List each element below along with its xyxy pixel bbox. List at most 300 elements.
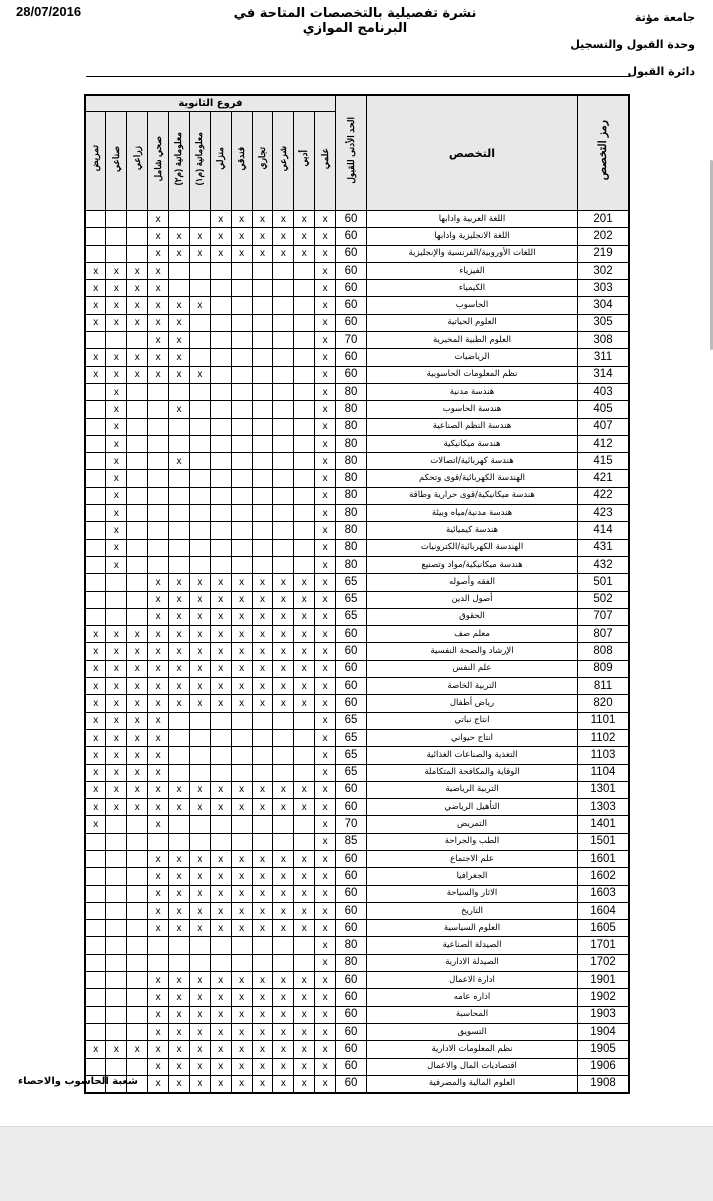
branch-cell: x [106,539,127,556]
admissions-table-wrap [84,94,630,1094]
branch-cell: x [210,868,231,885]
branch-cell: x [231,626,252,643]
branch-cell: x [106,643,127,660]
branch-cell [127,937,148,954]
branch-cell [148,556,169,573]
branch-cell [85,608,106,625]
row-code: 1104 [578,764,630,781]
branch-header: منزلي [210,112,231,211]
branch-header: شرعي [273,112,294,211]
branch-cell [273,435,294,452]
branch-cell [85,954,106,971]
branch-cell [210,383,231,400]
row-specialization: علم الاجتماع [367,850,578,867]
branch-cell [148,937,169,954]
branch-cell: x [189,608,210,625]
branch-cell [294,729,315,746]
branch-cell: x [315,349,336,366]
branch-cell [210,487,231,504]
branch-cell: x [294,1006,315,1023]
branch-cell: x [315,1075,336,1093]
branch-cell: x [210,1023,231,1040]
branch-cell: x [169,401,190,418]
branch-cell: x [148,660,169,677]
branch-header: زراعي [127,112,148,211]
branch-cell: x [189,868,210,885]
branch-cell: x [85,712,106,729]
branch-cell: x [127,660,148,677]
branch-cell [106,920,127,937]
branch-cell [210,937,231,954]
branch-cell: x [231,695,252,712]
branch-cell [189,332,210,349]
branch-cell [189,418,210,435]
branch-cell: x [148,1058,169,1075]
row-code: 1902 [578,989,630,1006]
branch-cell: x [315,470,336,487]
branch-cell: x [252,245,273,262]
col-header-branch-group: فروع الثانوية [85,95,336,112]
branch-cell: x [169,972,190,989]
branch-cell: x [148,262,169,279]
branch-cell [210,539,231,556]
branch-cell: x [315,850,336,867]
branch-cell: x [210,1041,231,1058]
branch-cell [231,954,252,971]
branch-cell [148,435,169,452]
branch-cell [189,539,210,556]
branch-cell: x [210,574,231,591]
row-min-score: 60 [336,902,367,919]
branch-cell [85,522,106,539]
branch-cell [148,539,169,556]
branch-cell: x [169,989,190,1006]
row-specialization: علم النفس [367,660,578,677]
branch-cell [169,556,190,573]
branch-cell [106,574,127,591]
branch-cell [252,280,273,297]
row-code: 304 [578,297,630,314]
row-min-score: 60 [336,678,367,695]
branch-cell [127,539,148,556]
branch-cell [85,920,106,937]
branch-cell: x [315,539,336,556]
branch-header: تمريض [85,112,106,211]
branch-cell [294,522,315,539]
branch-cell [210,470,231,487]
branch-cell [127,989,148,1006]
branch-cell: x [127,712,148,729]
row-specialization: العلوم الطبية المخبرية [367,332,578,349]
branch-cell: x [294,228,315,245]
row-specialization: الرياضيات [367,349,578,366]
branch-cell: x [315,556,336,573]
branch-cell: x [127,781,148,798]
branch-cell: x [169,902,190,919]
branch-cell: x [169,1006,190,1023]
branch-cell [106,937,127,954]
branch-cell: x [294,799,315,816]
branch-cell [252,349,273,366]
row-min-score: 80 [336,487,367,504]
row-code: 1903 [578,1006,630,1023]
branch-cell [294,816,315,833]
branch-cell [127,1006,148,1023]
branch-cell [210,712,231,729]
branch-cell [294,764,315,781]
branch-cell [231,349,252,366]
branch-cell: x [127,747,148,764]
branch-cell [127,418,148,435]
row-code: 1401 [578,816,630,833]
table-row [85,833,629,850]
branch-cell: x [106,401,127,418]
branch-cell [189,505,210,522]
table-row [85,712,629,729]
row-min-score: 65 [336,591,367,608]
branch-cell: x [315,937,336,954]
row-code: 403 [578,383,630,400]
table-row [85,989,629,1006]
branch-cell: x [294,1058,315,1075]
row-code: 502 [578,591,630,608]
branch-cell: x [273,678,294,695]
branch-cell [231,314,252,331]
table-row [85,902,629,919]
branch-cell: x [252,1023,273,1040]
branch-cell [252,816,273,833]
branch-cell [273,539,294,556]
branch-cell [210,816,231,833]
branch-cell [189,487,210,504]
branch-cell: x [315,816,336,833]
branch-cell [273,764,294,781]
branch-cell [85,332,106,349]
row-specialization: هندسة ميكانيكية [367,435,578,452]
branch-cell [127,453,148,470]
branch-cell [273,729,294,746]
branch-cell [231,401,252,418]
row-code: 422 [578,487,630,504]
branch-cell: x [106,435,127,452]
branch-cell [231,280,252,297]
branch-cell: x [315,885,336,902]
branch-cell [252,764,273,781]
branch-cell: x [273,660,294,677]
branch-cell: x [127,643,148,660]
branch-cell: x [210,608,231,625]
branch-cell [169,435,190,452]
branch-cell: x [315,954,336,971]
branch-cell: x [315,799,336,816]
row-specialization: الوقاية والمكافحة المتكاملة [367,764,578,781]
branch-cell [273,453,294,470]
table-row [85,608,629,625]
branch-cell: x [231,245,252,262]
row-specialization: معلم صف [367,626,578,643]
branch-cell: x [273,799,294,816]
branch-cell [294,505,315,522]
branch-cell [106,228,127,245]
branch-cell: x [294,608,315,625]
row-code: 414 [578,522,630,539]
row-code: 501 [578,574,630,591]
branch-cell [210,435,231,452]
branch-cell [189,712,210,729]
branch-cell: x [85,262,106,279]
branch-cell [210,418,231,435]
branch-cell [231,470,252,487]
branch-cell: x [169,314,190,331]
branch-cell [294,383,315,400]
branch-cell: x [127,349,148,366]
branch-cell: x [210,850,231,867]
branch-cell [273,280,294,297]
branch-cell: x [85,781,106,798]
branch-cell: x [315,280,336,297]
row-min-score: 60 [336,1006,367,1023]
branch-cell [127,574,148,591]
branch-cell: x [148,816,169,833]
branch-cell [127,556,148,573]
branch-cell [85,1023,106,1040]
branch-cell: x [148,574,169,591]
branch-cell [252,470,273,487]
row-code: 202 [578,228,630,245]
table-row [85,868,629,885]
branch-cell: x [210,591,231,608]
branch-cell [106,972,127,989]
branch-cell [294,332,315,349]
branch-cell: x [294,626,315,643]
branch-cell: x [210,902,231,919]
branch-cell: x [148,1075,169,1093]
branch-cell [252,539,273,556]
branch-cell: x [252,868,273,885]
branch-cell: x [273,989,294,1006]
row-specialization: اللغة العربية وادابها [367,211,578,228]
branch-cell [294,418,315,435]
branch-cell [85,505,106,522]
branch-cell: x [273,1006,294,1023]
branch-cell: x [106,505,127,522]
table-row [85,1058,629,1075]
branch-cell: x [294,211,315,228]
branch-cell: x [210,695,231,712]
branch-cell [273,937,294,954]
branch-cell: x [169,660,190,677]
branch-cell [106,902,127,919]
branch-cell: x [106,418,127,435]
branch-cell: x [315,297,336,314]
row-min-score: 60 [336,1058,367,1075]
row-code: 311 [578,349,630,366]
branch-cell: x [189,1058,210,1075]
table-row [85,418,629,435]
row-min-score: 70 [336,332,367,349]
branch-cell: x [210,245,231,262]
row-code: 1301 [578,781,630,798]
branch-cell [127,885,148,902]
branch-cell: x [252,228,273,245]
branch-cell: x [252,643,273,660]
branch-cell [273,954,294,971]
branch-cell: x [315,383,336,400]
branch-cell: x [148,885,169,902]
branch-cell: x [315,833,336,850]
table-row [85,850,629,867]
branch-cell: x [189,678,210,695]
branch-cell [189,747,210,764]
branch-cell: x [148,1041,169,1058]
branch-cell: x [231,1058,252,1075]
table-row [85,781,629,798]
branch-cell [231,383,252,400]
row-specialization: انتاج حيواني [367,729,578,746]
branch-cell [148,401,169,418]
branch-cell [231,366,252,383]
branch-cell [231,262,252,279]
row-specialization: المحاسبة [367,1006,578,1023]
branch-cell: x [231,643,252,660]
branch-cell: x [127,764,148,781]
branch-cell: x [294,920,315,937]
branch-cell [127,902,148,919]
branch-cell [273,401,294,418]
branch-cell: x [210,885,231,902]
branch-cell: x [252,920,273,937]
row-min-score: 65 [336,574,367,591]
row-specialization: الفقه وأصوله [367,574,578,591]
header-right-block [495,4,695,85]
branch-cell [273,747,294,764]
branch-cell [273,383,294,400]
branch-cell: x [189,626,210,643]
branch-cell: x [294,1041,315,1058]
branch-cell: x [148,297,169,314]
branch-cell: x [315,574,336,591]
row-code: 405 [578,401,630,418]
branch-cell [294,539,315,556]
branch-cell: x [294,574,315,591]
row-min-score: 60 [336,850,367,867]
branch-cell: x [231,868,252,885]
branch-cell: x [148,781,169,798]
branch-cell: x [231,850,252,867]
row-code: 1604 [578,902,630,919]
branch-cell [252,505,273,522]
branch-header: فندقي [231,112,252,211]
branch-cell [231,522,252,539]
row-min-score: 80 [336,453,367,470]
branch-cell [210,297,231,314]
branch-header: تجاري [252,112,273,211]
branch-cell: x [106,626,127,643]
branch-cell: x [273,972,294,989]
branch-cell [169,937,190,954]
branch-cell [273,833,294,850]
row-min-score: 60 [336,868,367,885]
row-code: 1102 [578,729,630,746]
branch-cell [294,314,315,331]
branch-cell [106,1023,127,1040]
branch-cell: x [315,1041,336,1058]
col-header-min: الحد الأدنى للقبول [336,95,367,211]
row-min-score: 80 [336,522,367,539]
row-code: 415 [578,453,630,470]
row-min-score: 60 [336,695,367,712]
branch-cell: x [148,1023,169,1040]
row-code: 432 [578,556,630,573]
branch-cell: x [189,1041,210,1058]
row-specialization: التسويق [367,1023,578,1040]
branch-cell [169,954,190,971]
row-specialization: العلوم المالية والمصرفية [367,1075,578,1093]
branch-cell [85,574,106,591]
branch-cell: x [315,401,336,418]
branch-cell: x [169,850,190,867]
row-specialization: ادارة الاعمال [367,972,578,989]
branch-cell: x [273,626,294,643]
branch-cell [294,833,315,850]
branch-cell [189,937,210,954]
row-specialization: العلوم الحياتية [367,314,578,331]
row-specialization: التربية الرياضية [367,781,578,798]
branch-cell [106,591,127,608]
dept-name: دائرة القبول [627,65,695,78]
branch-cell: x [169,626,190,643]
table-row [85,747,629,764]
row-code: 1303 [578,799,630,816]
branch-cell: x [189,885,210,902]
branch-cell [210,729,231,746]
branch-cell: x [189,1023,210,1040]
branch-cell: x [148,643,169,660]
branch-cell: x [273,885,294,902]
branch-cell: x [106,470,127,487]
branch-cell [85,453,106,470]
branch-cell [85,902,106,919]
row-min-score: 70 [336,816,367,833]
branch-cell [106,833,127,850]
table-row [85,660,629,677]
row-min-score: 80 [336,401,367,418]
branch-cell [252,383,273,400]
branch-cell: x [106,747,127,764]
branch-cell [210,366,231,383]
branch-cell [127,435,148,452]
branch-cell [106,211,127,228]
table-row [85,1041,629,1058]
row-specialization: هندسة كهربائية/اتصالات [367,453,578,470]
branch-cell [210,314,231,331]
row-specialization: الصيدلة الصناعية [367,937,578,954]
branch-cell [210,332,231,349]
branch-cell: x [294,660,315,677]
row-specialization: الهندسة الكهربائية/قوى وتحكم [367,470,578,487]
branch-cell [273,816,294,833]
branch-cell [210,833,231,850]
branch-cell: x [231,920,252,937]
branch-cell [85,487,106,504]
branch-cell: x [231,211,252,228]
table-row [85,626,629,643]
branch-cell [210,954,231,971]
branch-cell [189,383,210,400]
branch-cell: x [148,920,169,937]
table-row [85,643,629,660]
unit-name: وحدة القبول والتسجيل [570,38,695,51]
